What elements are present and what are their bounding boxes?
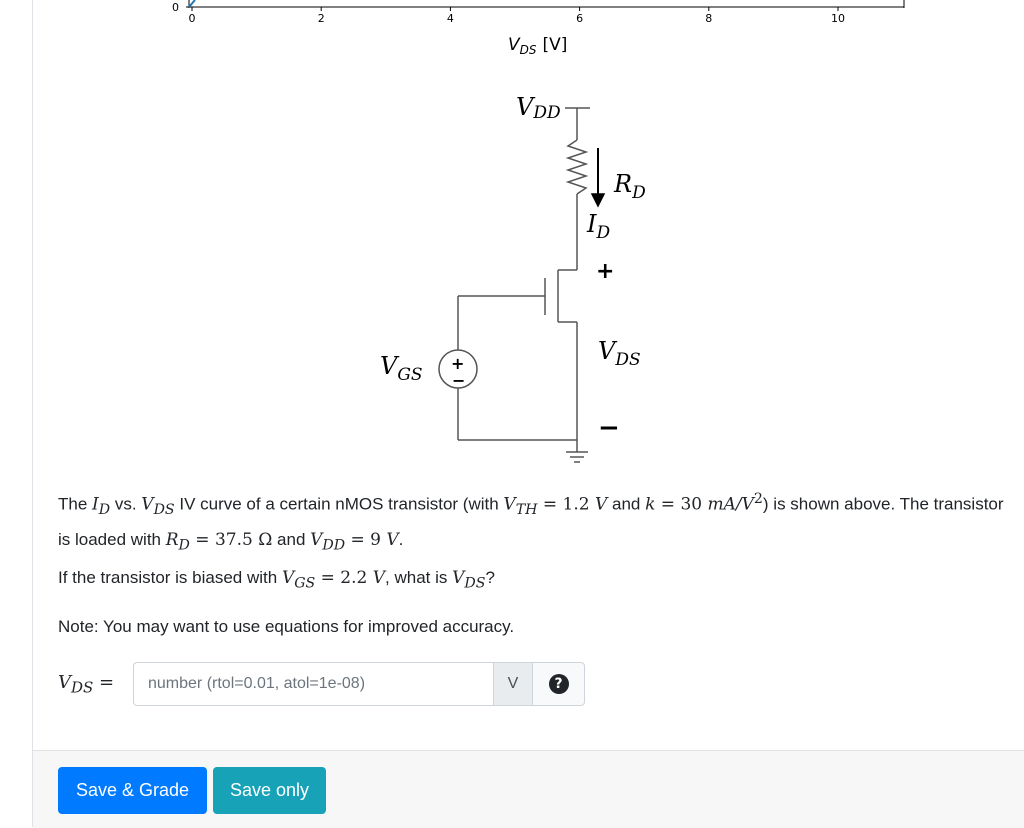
label-vgs: $V_{GS}$ — [380, 352, 423, 385]
question-paragraph-1: The $I_D$ vs. $V_{DS}$ IV curve of a certain nMOS transistor (with $V_{TH} = 1.2$ V and k = 30 $mA/V^2$) is shown above. The transistor is loaded with $R_D = 37.5$ Ω and $V_{DD} = 9$ V. — [58, 491, 1004, 554]
answer-label: $V_{DS}$ = — [58, 671, 115, 697]
iv-plot — [172, 0, 904, 57]
plot-x-ticks — [189, 7, 846, 25]
iv-curve — [189, 0, 195, 7]
question-paragraph-2: If the transistor is biased with $V_{GS} = 2.2$ V, what is $V_{DS}$? — [58, 568, 495, 592]
plot-x-tick-label: 0 — [188, 12, 196, 25]
label-rd: $R_D$ — [614, 170, 646, 203]
label-vdd: VDD — [516, 93, 561, 123]
answer-input[interactable] — [133, 662, 493, 706]
question-circle-icon: ? — [549, 674, 569, 694]
unit-addon: V — [493, 662, 533, 706]
plot-x-tick-label: 2 — [317, 12, 325, 25]
source-minus: − — [452, 371, 466, 390]
save-grade-button[interactable]: Save & Grade — [58, 767, 207, 814]
plot-x-tick-label: 10 — [831, 12, 845, 25]
label-id: $I_D$ — [587, 210, 611, 243]
source-plus: + — [451, 354, 465, 373]
circuit-diagram — [439, 108, 604, 462]
question-note: Note: You may want to use equations for improved accuracy. — [58, 617, 515, 636]
plot-x-tick-label: 4 — [446, 12, 454, 25]
id-arrow-head — [592, 194, 604, 206]
card-footer — [33, 750, 1024, 828]
save-only-button[interactable]: Save only — [213, 767, 326, 814]
plot-xlabel: $V_{DS}$ [V] — [508, 35, 568, 57]
answer-row — [58, 660, 585, 708]
help-button[interactable] — [533, 662, 585, 706]
resistor-rd — [568, 140, 586, 194]
plot-x-tick-label: 6 — [576, 12, 584, 25]
label-plus: + — [596, 259, 615, 284]
label-minus: − — [598, 413, 620, 443]
plot-origin-label: 0 — [172, 1, 179, 14]
label-vds: $V_{DS}$ — [598, 337, 641, 370]
plot-x-tick-label: 8 — [705, 12, 713, 25]
